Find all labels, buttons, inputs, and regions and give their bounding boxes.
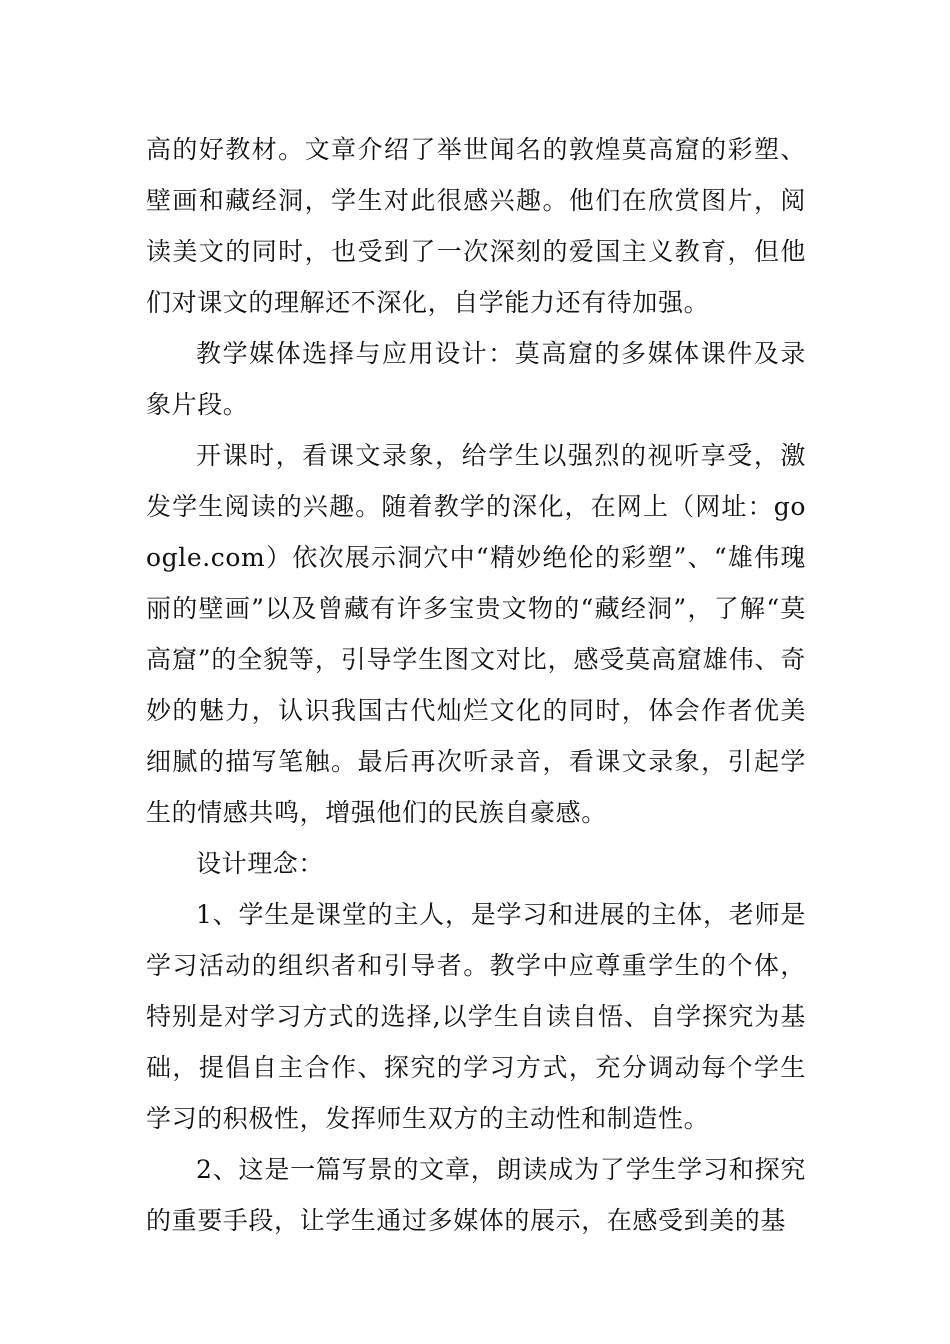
paragraph-1: 高的好教材。文章介绍了举世闻名的敦煌莫高窟的彩塑、壁画和藏经洞，学生对此很感兴趣。他们在欣赏图片，阅读美文的同时，也受到了一次深刻的爱国主义教育，但他们对课文的理解还不深化，自学能力还有待加强。: [146, 135, 806, 317]
document-body: [146, 124, 806, 1246]
paragraph-2: 教学媒体选择与应用设计：莫高窟的多媒体课件及录象片段。: [146, 339, 806, 419]
paragraph-4: 设计理念：: [196, 849, 325, 878]
paragraph-5: 1、学生是课堂的主人，是学习和进展的主体，老师是学习活动的组织者和引导者。教学中应尊重学生的个体，特别是对学习方式的选择,以学生自读自悟、自学探究为基础，提倡自主合作、探究的学习方式，充分调动每个学生学习的积极性，发挥师生双方的主动性和制造性。: [146, 900, 806, 1133]
paragraph-6: 2、这是一篇写景的文章，朗读成为了学生学习和探究的重要手段，让学生通过多媒体的展示，在感受到美的基: [146, 1155, 806, 1235]
paragraph-3: 开课时，看课文录象，给学生以强烈的视听享受，激发学生阅读的兴趣。随着教学的深化，在网上（网址：google.com）依次展示洞穴中“精妙绝伦的彩塑”、“雄伟瑰丽的壁画”以及曾藏有许多宝贵文物的“藏经洞”，了解“莫高窟”的全貌等，引导学生图文对比，感受莫高窟雄伟、奇妙的魅力，认识我国古代灿烂文化的同时，体会作者优美细腻的描写笔触。最后再次听录音，看课文录象，引起学生的情感共鸣，增强他们的民族自豪感。: [146, 441, 806, 827]
